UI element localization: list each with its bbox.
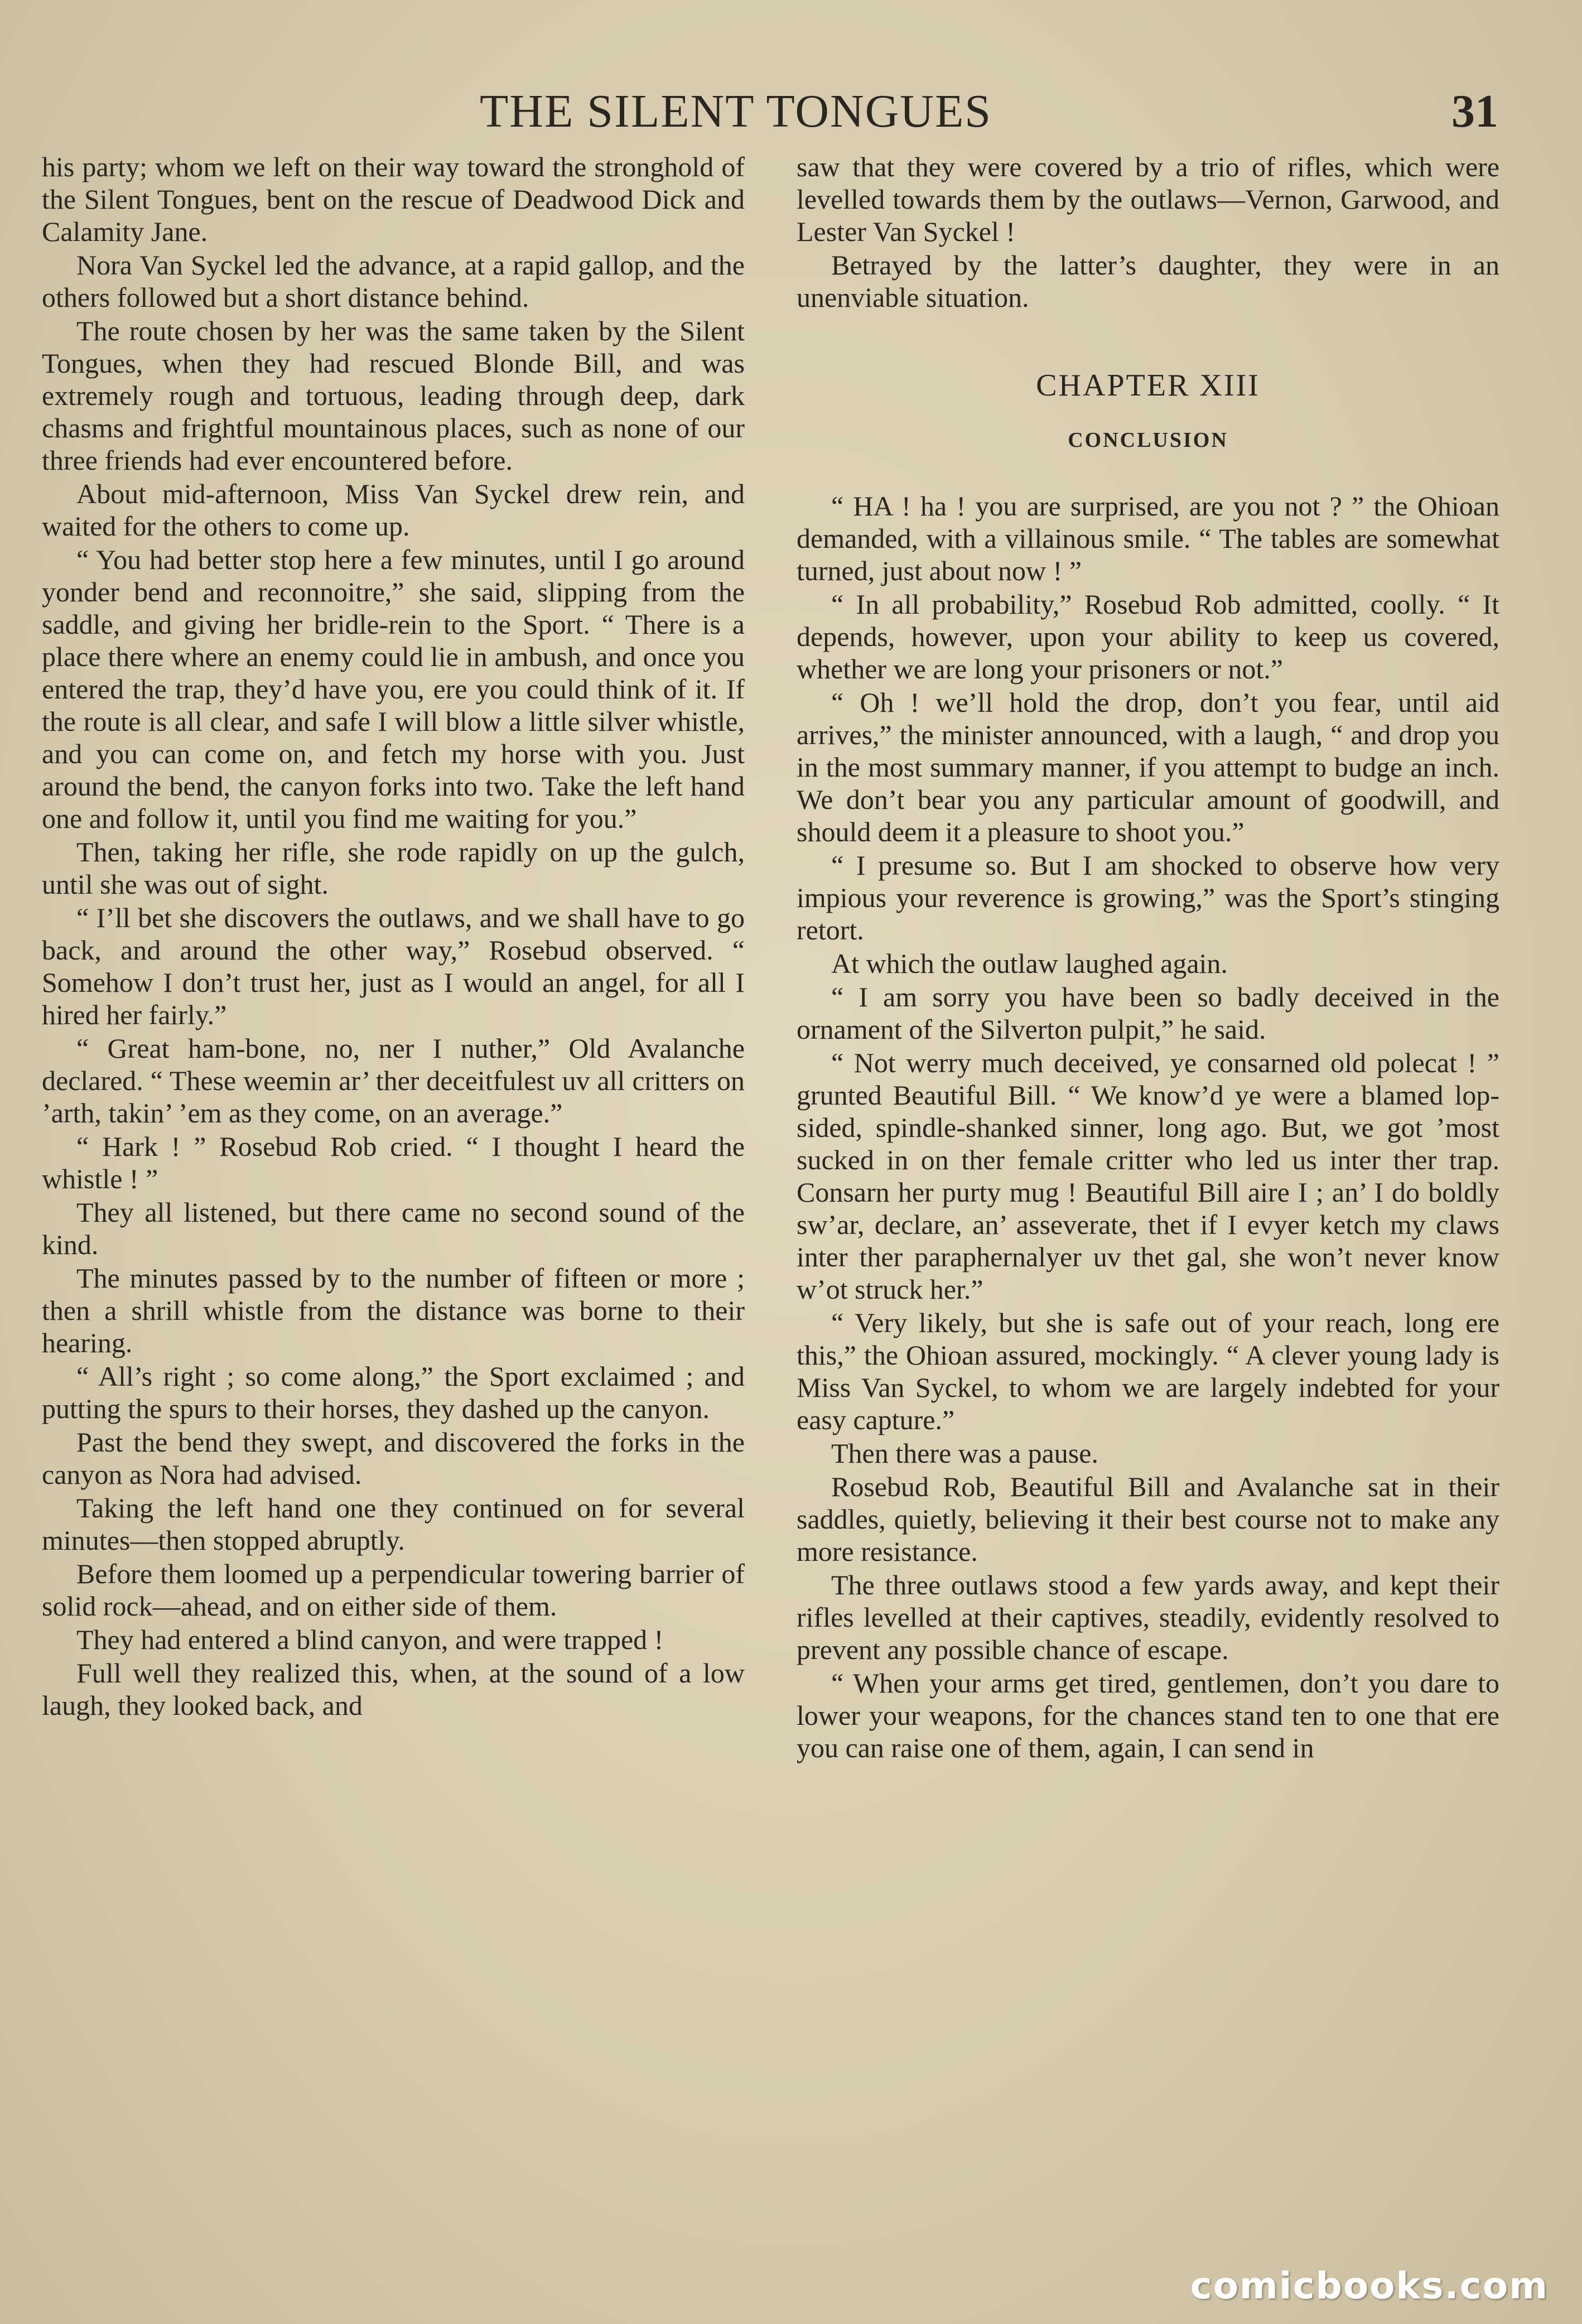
paragraph: About mid-afternoon, Miss Van Syckel drew rein, and waited for the others to come up. [42,478,745,542]
paragraph: At which the outlaw laughed again. [831,948,1228,979]
paragraph: “ Hark ! ” Rosebud Rob cried. “ I thought I heard the whistle ! ” [42,1131,745,1194]
paragraph: The route chosen by her was the same taken by the Silent Tongues, when they had rescued Blonde Bill, and was extremely rough and tortuous, leading through deep, dark chasms and frightful mountainous places, such as none of our three friends had ever encountered before. [42,315,745,476]
paragraph: The minutes passed by to the number of fifteen or more ; then a shrill whistle from the distance was borne to their hearing. [42,1262,745,1358]
paragraph: Then there was a pause. [831,1438,1098,1469]
paragraph: “ All’s right ; so come along,” the Sport exclaimed ; and putting the spurs to their horses, they dashed up the canyon. [42,1361,745,1424]
paragraph: “ I’ll bet she discovers the outlaws, and we shall have to go back, and around the other way,” Rosebud observed. “ Somehow I don’t trust her, just as I would an angel, for all I hired her fairly.” [42,902,745,1030]
paragraph: Betrayed by the latter’s daughter, they were in an unenviable situation. [797,249,1499,313]
paragraph: “ When your arms get tired, gentlemen, don’t you dare to lower your weapons, for the chances stand ten to one that ere you can raise one of them, again, I can send in [797,1667,1499,1763]
paragraph: “ Oh ! we’ll hold the drop, don’t you fear, until aid arrives,” the minister announced, with a laugh, “ and drop you in the most summary manner, if you attempt to budge an inch. We don’t bear you any particular amount of goodwill, and should deem it a pleasure to shoot you.” [797,687,1499,847]
watermark-text: comicbooks.com [1190,2264,1549,2307]
paragraph: Taking the left hand one they continued on for several minutes—then stopped abruptly. [42,1492,745,1556]
paragraph: “ In all probability,” Rosebud Rob admitted, coolly. “ It depends, however, upon your ability to keep us covered, whether we are long your prisoners or not.” [797,589,1499,684]
paragraph: “ Not werry much deceived, ye consarned old polecat ! ” grunted Beautiful Bill. “ We know’d ye were a blamed lop-sided, spindle-shanked sinner, long ago. But, we got ’most sucked in on ther female critter who led us inter ther trap. Consarn her purty mug ! Beautiful Bill aire I ; an’ I do boldly sw’ar, declare, an’ asseverate, thet if I evyer ketch my claws inter ther paraphernalyer uv thet gal, she won’t never know w’ot struck her.” [797,1047,1499,1305]
left-column [42,151,745,2248]
paragraph: “ Very likely, but she is safe out of your reach, long ere this,” the Ohioan assured, mockingly. “ A clever young lady is Miss Van Syckel, to whom we are largely indebted for your easy capture.” [797,1307,1499,1435]
chapter-heading: CHAPTER XIII [1036,368,1260,403]
paragraph: his party; whom we left on their way toward the stronghold of the Silent Tongues, bent on the rescue of Deadwood Dick and Calamity Jane. [42,151,745,247]
paragraph: Past the bend they swept, and discovered the forks in the canyon as Nora had advised. [42,1426,745,1490]
paragraph: Rosebud Rob, Beautiful Bill and Avalanche sat in their saddles, quietly, believing it their best course not to make any more resistance. [797,1471,1499,1567]
paragraph: They had entered a blind canyon, and were trapped ! [76,1624,664,1655]
paragraph: saw that they were covered by a trio of rifles, which were levelled towards them by the outlaws—Vernon, Garwood, and Lester Van Syckel ! [797,151,1499,247]
paragraph: “ HA ! ha ! you are surprised, are you not ? ” the Ohioan demanded, with a villainous smile. “ The tables are somewhat turned, just about now ! ” [797,490,1499,586]
paragraph: “ I presume so. But I am shocked to observe how very impious your reverence is growing,” was the Sport’s stinging retort. [797,850,1499,946]
paragraph: Nora Van Syckel led the advance, at a rapid gallop, and the others followed but a short distance behind. [42,249,745,313]
paragraph: Full well they realized this, when, at the sound of a low laugh, they looked back, and [42,1657,745,1721]
paragraph: The three outlaws stood a few yards away, and kept their rifles levelled at their captives, steadily, evidently resolved to prevent any possible chance of escape. [797,1569,1499,1665]
page-number: 31 [1451,85,1498,137]
running-title: THE SILENT TONGUES [480,85,992,137]
paragraph: They all listened, but there came no second sound of the kind. [42,1197,745,1260]
paragraph: “ I am sorry you have been so badly deceived in the ornament of the Silverton pulpit,” he said. [797,981,1499,1045]
paragraph: Before them loomed up a perpendicular towering barrier of solid rock—ahead, and on either side of them. [42,1558,745,1622]
right-column [797,151,1499,2248]
page-header [0,78,1582,145]
paragraph: Then, taking her rifle, she rode rapidly on up the gulch, until she was out of sight. [42,836,745,900]
chapter-subheading: CONCLUSION [1068,428,1228,452]
paragraph: “ Great ham-bone, no, ner I nuther,” Old Avalanche declared. “ These weemin ar’ ther deceitfulest uv all critters on ’arth, takin’ ’em as they come, on an average.” [42,1033,745,1129]
paragraph: “ You had better stop here a few minutes, until I go around yonder bend and reconnoitre,” she said, slipping from the saddle, and giving her bridle-rein to the Sport. “ There is a place there where an enemy could lie in ambush, and once you entered the trap, they’d have you, ere you could think of it. If the route is all clear, and safe I will blow a little silver whistle, and you can come on, and fetch my horse with you. Just around the bend, the canyon forks into two. Take the left hand one and follow it, until you find me waiting for you.” [42,544,745,834]
